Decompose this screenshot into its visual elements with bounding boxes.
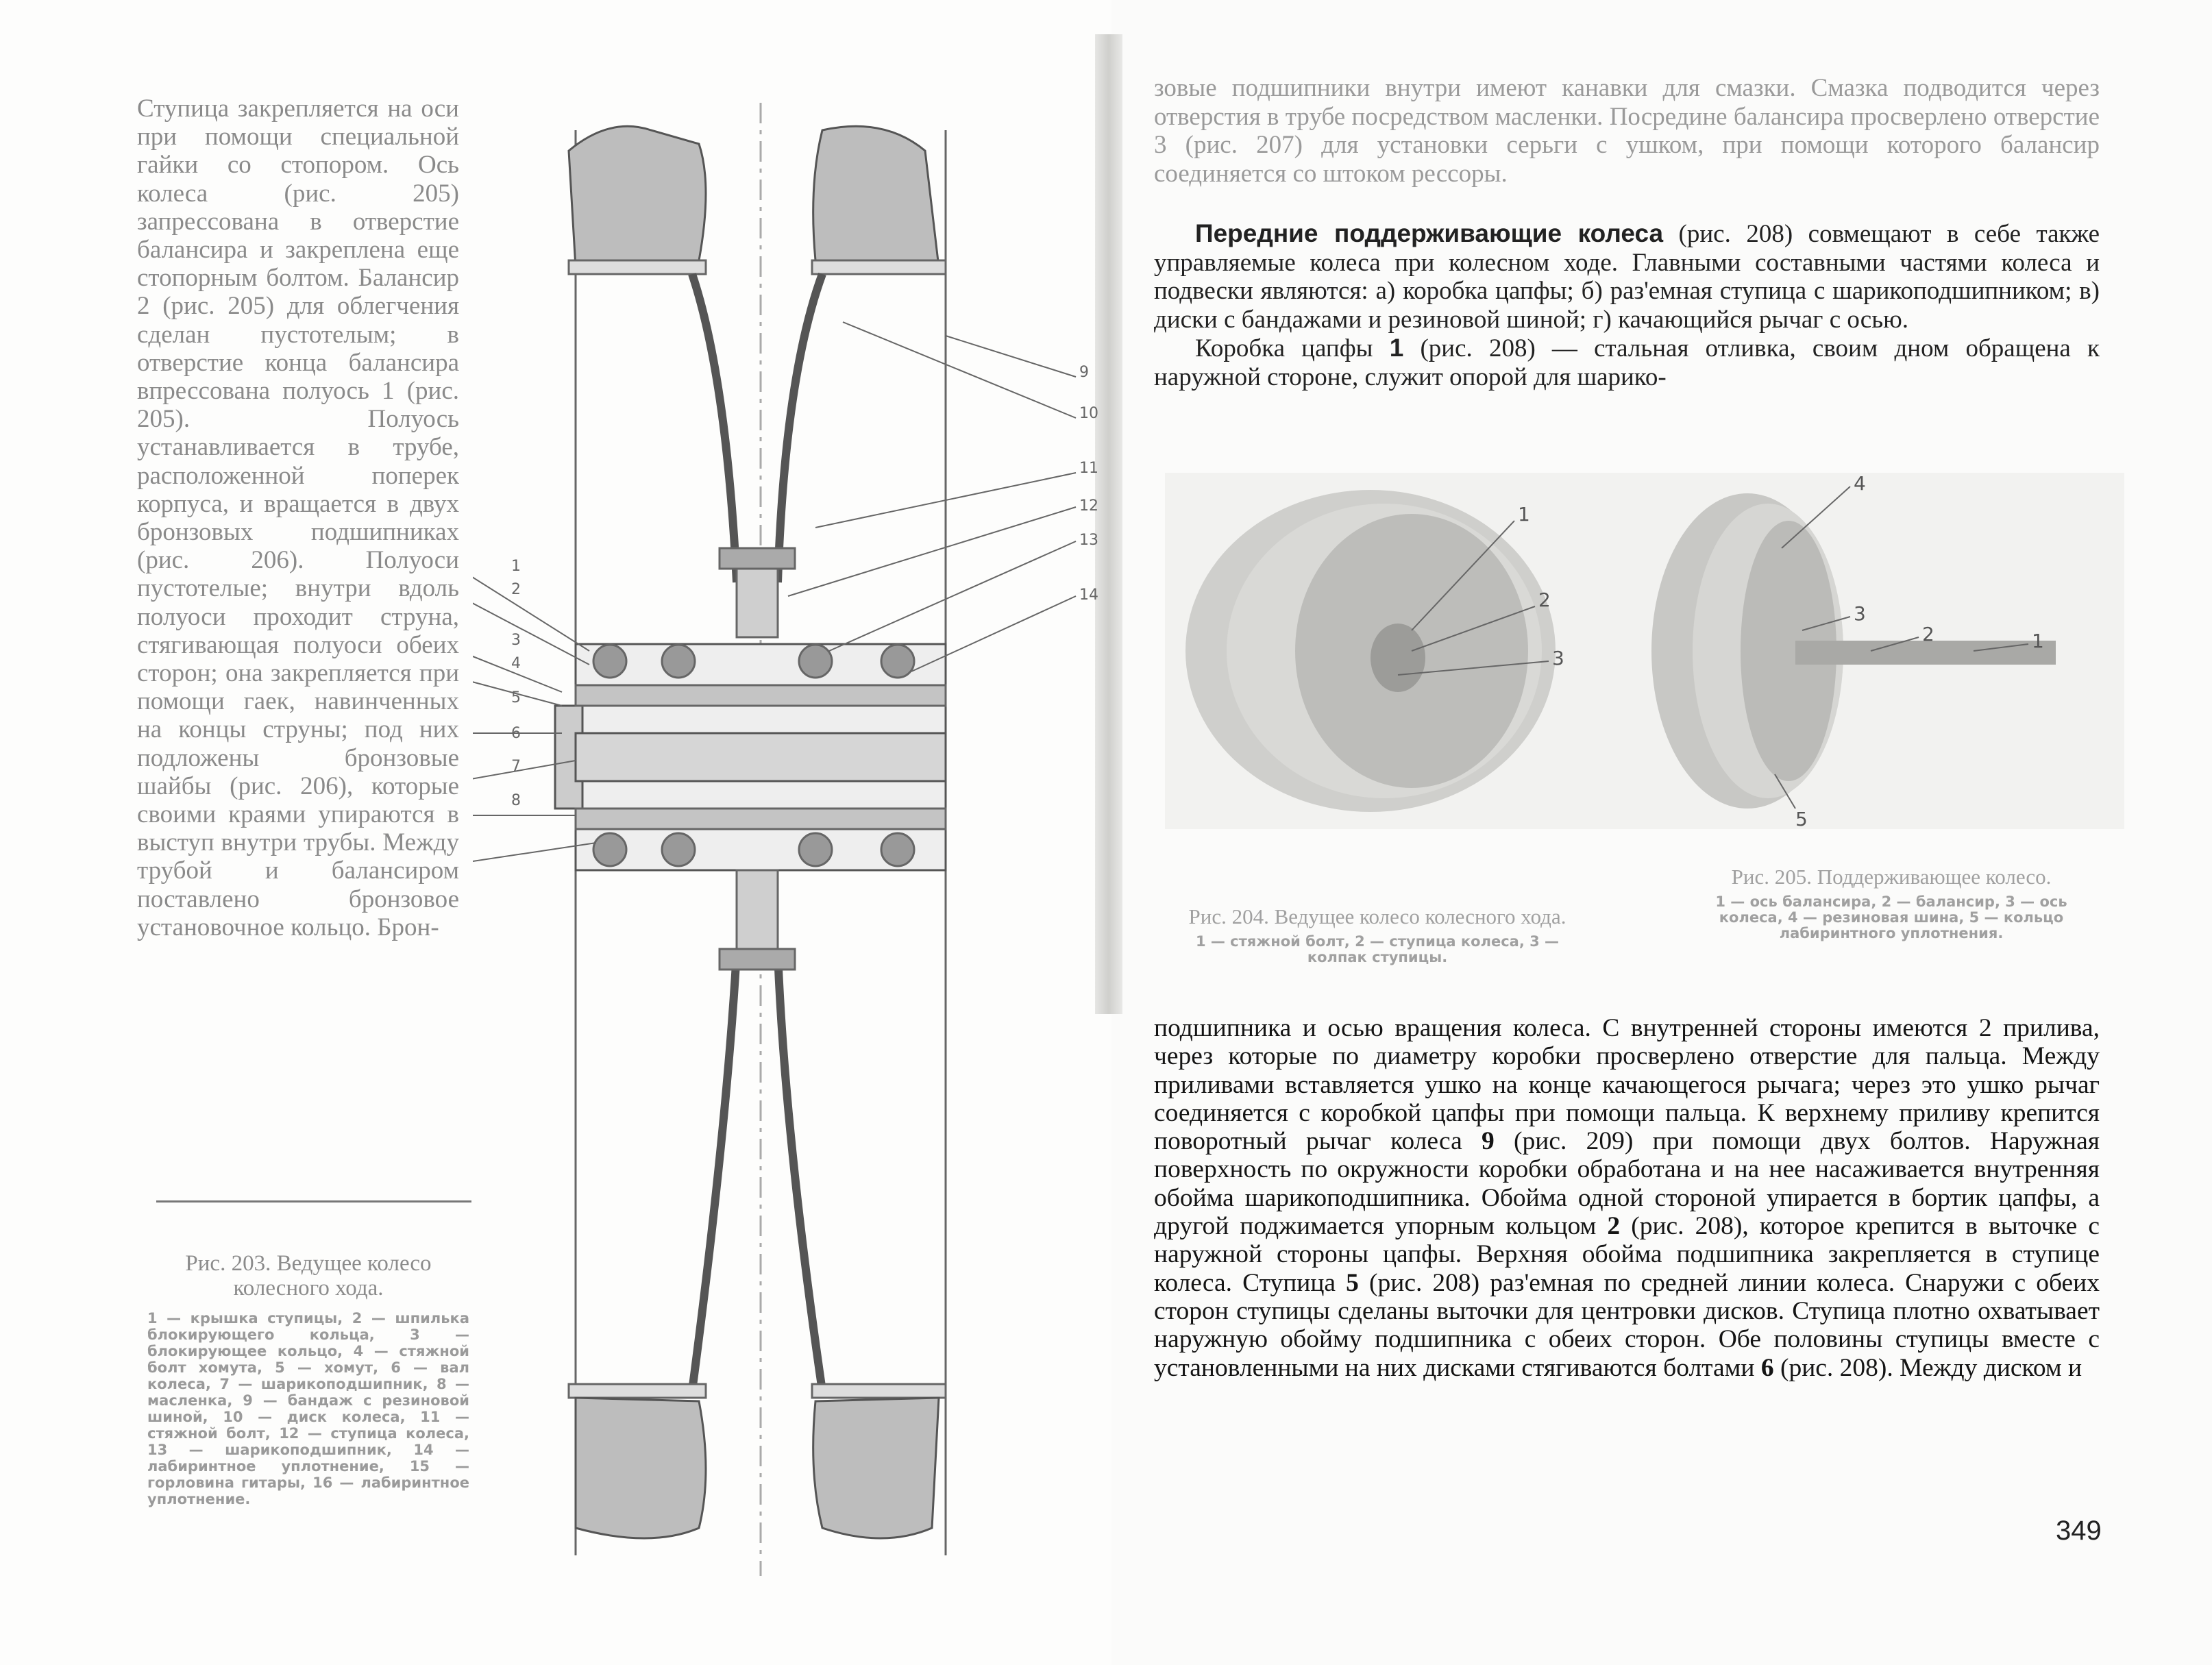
figure-203-title: Рис. 203. Ведущее колесо колесного хода. (185, 1251, 432, 1300)
bold-term: Передние поддерживающие колеса (1195, 219, 1664, 247)
paragraph-hub: подшипника и осью вращения колеса. С внутренней стороны имеются 2 прилива, через которые по диаметру коробки просверлено отверстие для пальца. Между приливами вставляется ушко на конце качающегося рычага; через это ушко рычаг соединяется с коробкой цапфы при помощи пальца. К верхнему приливу крепится поворотный рычаг колеса 9 (рис. 209) при помощи двух болтов. Наружная поверхность по окружности коробки обработана и на нее насаживается внутренняя обойма шарикоподшипника. Обойма одной стороной упирается в бортик цапфы, а другой поджимается упорным кольцом 2 (рис. 208), которое крепится в выточке с наружной стороны цапфы. Верхняя обойма подшипника закрепляется в ступице колеса. Ступица 5 (рис. 208) раз'емная по средней линии колеса. Снаружи с обеих сторон ступицы сделаны выточки для центровки дисков. Ступица плотно охватывает наружную обойму подшипника с обеих сторон. Обе половины ступицы вместе с установленными на них дисками стягиваются болтами 6 (рис. 208). Между диском и (1154, 1014, 2100, 1382)
continued-paragraph: зовые подшипники внутри имеют канавки для смазки. Смазка подводится через отверстия в трубе посредством масленки. Посредине балансира просверлено отверстие 3 (рис. 207) для установки серьги с ушком, при помощи которого балансир соединяется со штоком рессоры. (1154, 74, 2100, 188)
label-9: 9 (1079, 364, 1089, 381)
label-4: 4 (511, 655, 521, 672)
label-2: 2 (511, 581, 521, 598)
label-6: 6 (511, 725, 521, 742)
caption-divider (156, 1200, 471, 1202)
photo204-label-3: 3 (1552, 647, 1564, 669)
left-column-text (137, 95, 459, 941)
photo204-label-2: 2 (1538, 589, 1551, 611)
figure-205-title: Рис. 205. Поддерживающее колесо. (1731, 865, 2052, 889)
label-12: 12 (1079, 497, 1098, 515)
right-top-text (1154, 74, 2100, 188)
label-8: 8 (511, 792, 521, 809)
figure-204-caption (1185, 904, 1569, 965)
wheel-section-drawing (473, 103, 1110, 1576)
photo205-label-2: 2 (1922, 623, 1934, 645)
figure-203-legend: 1 — крышка ступицы, 2 — шпилька блокирующего кольца, 3 — блокирующее кольцо, 4 — стяжной болт хомута, 5 — хомут, 6 — вал колеса, 7 — шарикоподшипник, 8 — масленка, 9 — бандаж с резиновой шиной, 10 — диск колеса, 11 — стяжной болт, 12 — ступица колеса, 13 — шарикоподшипник, 14 — лабиринтное уплотнение, 15 — горловина гитары, 16 — лабиринтное уплотнение. (147, 1310, 469, 1507)
photo205-label-5: 5 (1795, 808, 1808, 829)
label-14: 14 (1079, 587, 1098, 604)
right-lower-text (1154, 1014, 2100, 1382)
label-3: 3 (511, 632, 521, 649)
label-7: 7 (511, 758, 521, 775)
label-10: 10 (1079, 405, 1098, 422)
figure-205-caption (1706, 865, 2076, 941)
photo205-label-4: 4 (1854, 473, 1866, 495)
right-main-text (1154, 219, 2100, 391)
left-paragraph: Ступица закрепляется на оси при помощи специальной гайки со стопором. Ось колеса (рис. 205) запрессована в отверстие балансира и закреплена еще стопорным болтом. Балансир 2 (рис. 205) для облегчения сделан пустотелым; в отверстие конца балансира впрессована полуось 1 (рис. 205). Полуось устанавливается в трубе, расположенной поперек корпуса, и вращается в двух бронзовых подшипниках (рис. 206). Полуоси пустотелые; внутри вдоль полуоси проходит струна, стягивающая полуоси обеих сторон; она закрепляется при помощи гаек, навинченных на концы струны; под них подложены бронзовые шайбы (рис. 206), которые своими краями упираются в выступ внутри трубы. Между трубой и балансиром поставлено бронзовое установочное кольцо. Брон- (137, 95, 459, 941)
paragraph-front-wheels: Передние поддерживающие колеса (рис. 208) совмещают в себе также управляемые колеса при колесном ходе. Главными составными частями колеса и подвески являются: а) коробка цапфы; б) раз'емная ступица с шарикоподшипником; в) диски с бандажами и резиновой шиной; г) качающийся рычаг с осью. (1154, 219, 2100, 334)
paragraph-axle-box: Коробка цапфы 1 (рис. 208) — стальная отливка, своим дном обращена к наружной стороне, служит опорой для шарико- (1154, 334, 2100, 391)
photo205-label-3: 3 (1854, 602, 1866, 625)
wheel-photos (1165, 473, 2124, 829)
photo204-label-1: 1 (1518, 503, 1530, 526)
photo205-label-1: 1 (2032, 630, 2044, 652)
label-13: 13 (1079, 532, 1098, 549)
fig203-left-labels (511, 555, 539, 813)
figure-204-title: Рис. 204. Ведущее колесо колесного хода. (1188, 904, 1566, 928)
photo-fig204 (1185, 490, 1556, 812)
label-11: 11 (1079, 460, 1098, 477)
figure-204-legend: 1 — стяжной болт, 2 — ступица колеса, 3 — колпак ступицы. (1195, 933, 1560, 965)
figure-203-caption (147, 1251, 469, 1507)
label-1: 1 (511, 558, 521, 575)
page-number: 349 (2056, 1516, 2102, 1546)
figure-205-legend: 1 — ось балансира, 2 — балансир, 3 — ось колеса, 4 — резиновая шина, 5 — кольцо лабиринтного уплотнения. (1715, 893, 2067, 941)
label-5: 5 (511, 689, 521, 706)
